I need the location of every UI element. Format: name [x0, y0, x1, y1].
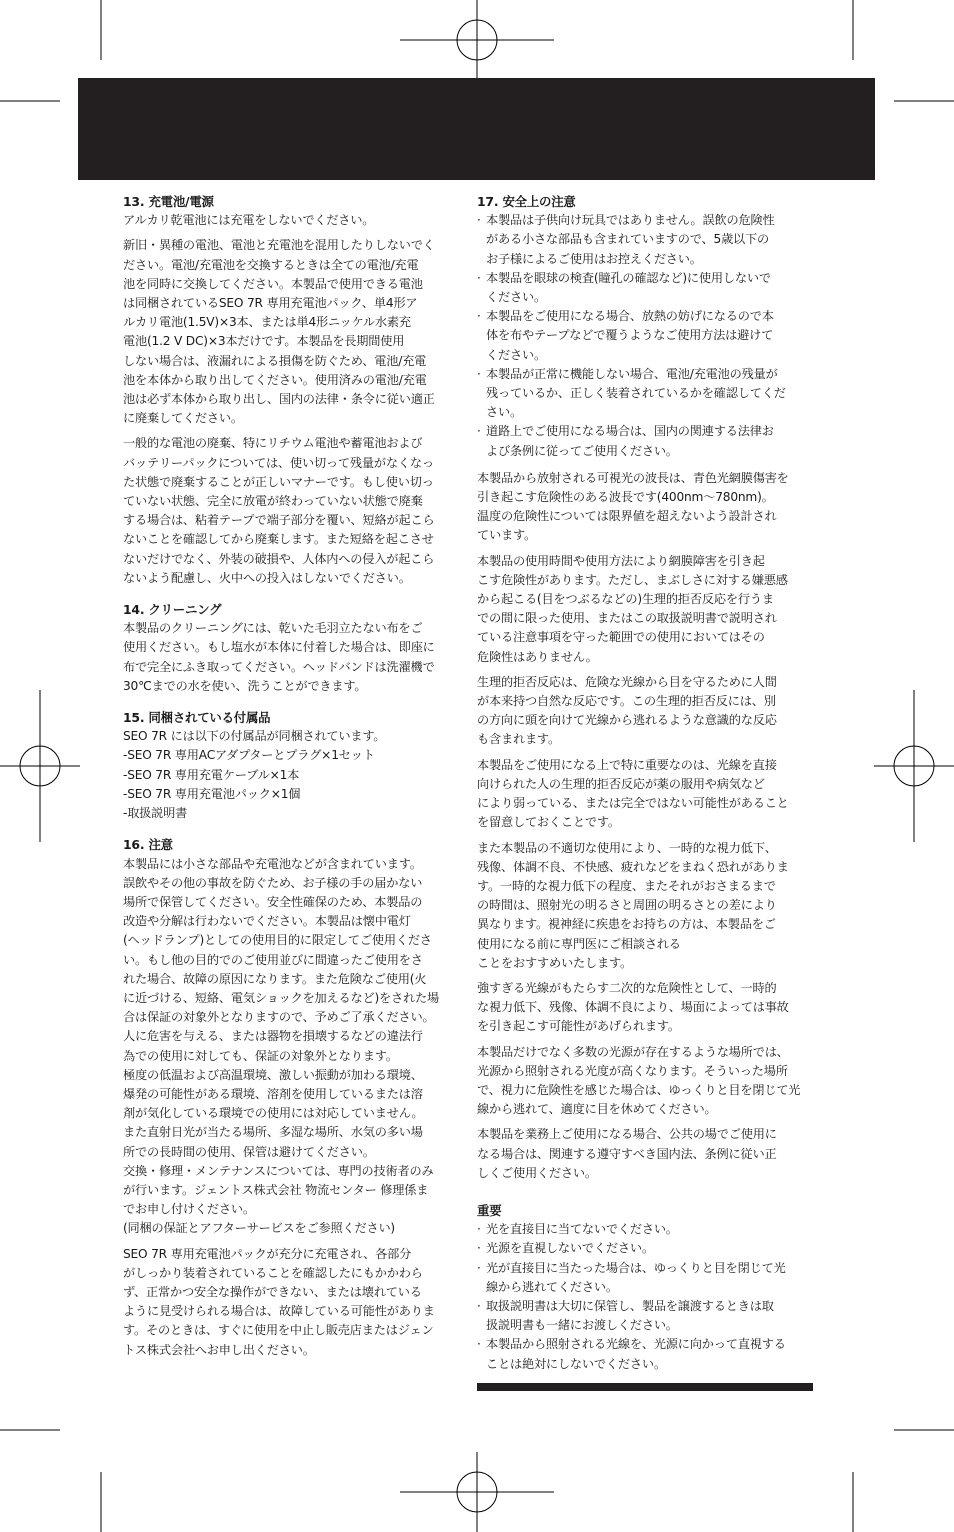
paragraph-line: 本製品をご使用になる上で特に重要なのは、光線を直接 [477, 757, 777, 772]
paragraph-line: ないだけでなく、外装の破損や、人体内への侵入が起こら [123, 551, 435, 566]
paragraph-line: 本製品から放射される可視光の波長は、青色光網膜傷害を [477, 470, 789, 485]
bullet-line: ください。 [486, 347, 546, 362]
paragraph [123, 619, 461, 696]
paragraph-line: なる場合は、関連する遵守すべき国内法、条例に従い正 [477, 1146, 777, 1161]
paragraph-line: 極度の低温および高温環境、激しい振動が加わる環境、 [123, 1067, 423, 1082]
bullet-line: · 光が直接目に当たった場合は、ゆっくりと目を閉じて光 [486, 1260, 786, 1275]
paragraph [477, 756, 815, 833]
paragraph-line: 使用になる前に専門医にご相談される [477, 936, 681, 951]
paragraph-line: 異なります。視神経に疾患をお持ちの方は、本製品をご [477, 917, 776, 932]
important-bullet-item [477, 1259, 815, 1297]
section-title: 15. 同梱されている付属品 [123, 710, 271, 726]
paragraph-line: -SEO 7R 専用ACアダプターとプラグ×1セット [123, 748, 375, 763]
important-title: 重要 [477, 1202, 502, 1218]
paragraph-line: 所での長時間の使用、保管は避けてください。 [123, 1144, 375, 1159]
paragraph-line: SEO 7R には以下の付属品が同梱されています。 [123, 729, 386, 744]
section-15 [123, 708, 461, 823]
paragraph-line: 温度の危険性については限界値を超えないよう設計され [477, 509, 777, 524]
section-17-paragraphs [477, 469, 815, 1183]
paragraph-line: 場所で保管してください。安全性確保のため、本製品の [123, 894, 423, 909]
paragraph-line: により弱っている、または完全ではない可能性があること [477, 796, 789, 811]
paragraph-line: 引き起こす危険性のある波長です(400nm〜780nm)。 [477, 490, 774, 505]
important-bullet-item [477, 1220, 815, 1239]
right-column [477, 192, 815, 1386]
paragraph [477, 1043, 815, 1120]
paragraph-line: れた場合、故障の原因になります。また危険なご使用(火 [123, 971, 427, 986]
paragraph-line: が本来持つ自然な反応です。この生理的拒否反には、別 [477, 694, 776, 709]
paragraph-line: 爆発の可能性がある環境、溶剤を使用しているまたは溶 [123, 1086, 423, 1101]
paragraph-line: アルカリ乾電池には充電をしないでください。 [123, 213, 375, 228]
paragraph-line: -取扱説明書 [123, 806, 188, 821]
section-13 [123, 192, 461, 588]
bullet-line: ください。 [486, 290, 546, 305]
paragraph-line: す。そのときは、すぐに使用を中止し販売店またはジェン [123, 1323, 434, 1338]
bullet-line: ことは絶対にしないでください。 [486, 1356, 666, 1371]
paragraph-line: -SEO 7R 専用充電ケーブル×1本 [123, 767, 300, 782]
important-bullet-item [477, 1335, 815, 1373]
paragraph-line: 一般的な電池の廃棄、特にリチウム電池や蓄電池および [123, 436, 423, 451]
paragraph-line: 合は保証の対象外となりますので、予めご了承ください。 [123, 1010, 435, 1025]
bullet-item [477, 365, 815, 423]
paragraph-line: 本製品には小さな部品や充電池などが含まれています。 [123, 856, 422, 871]
bullet-item [477, 211, 815, 269]
paragraph-line: 生理的拒否反応は、危険な光線から目を守るために人間 [477, 674, 777, 689]
section-title: 16. 注意 [123, 837, 173, 853]
bullet-line: · 本製品は子供向け玩具ではありません。誤飲の危険性 [486, 213, 775, 228]
footer-bar [477, 1383, 813, 1391]
paragraph-line: でお申し付けください。 [123, 1202, 255, 1217]
bullet-line: · 本製品を眼球の検査(瞳孔の確認など)に使用しないで [486, 270, 771, 285]
bullet-line: 扱説明書も一緒にお渡しください。 [486, 1318, 678, 1333]
paragraph-line: も含まれます。 [477, 732, 560, 747]
paragraph-line: す。一時的な視力低下の程度、またそれがおさまるまで [477, 878, 776, 893]
paragraph-line: しくご使用ください。 [477, 1165, 597, 1180]
paragraph-line: が行います。ジェントス株式会社 物流センター 修理係ま [123, 1182, 429, 1197]
paragraph-line: 線から逃れて、適度に目を休めてください。 [477, 1102, 717, 1117]
paragraph-line: (同梱の保証とアフターサービスをご参照ください) [123, 1221, 395, 1236]
bullet-line: · 取扱説明書は大切に保管し、製品を譲渡するときは取 [486, 1298, 774, 1313]
important-section [477, 1201, 815, 1374]
paragraph-line: 本製品だけでなく多数の光源が存在するような場所では、 [477, 1044, 789, 1059]
paragraph-line: 本製品のクリーニングには、乾いた毛羽立たない布をご [123, 621, 423, 636]
paragraph-line: の時間は、照射光の明るさと周囲の明るさとの差により [477, 898, 777, 913]
paragraph [477, 673, 815, 750]
bullet-line: · 道路上でご使用になる場合は、国内の関連する法律お [486, 424, 774, 439]
bullet-line: さい。 [486, 405, 522, 420]
paragraph-line: -SEO 7R 専用充電池パック×1個 [123, 786, 301, 801]
paragraph-line: た状態で廃棄することが正しいマナーです。もし使い切っ [123, 474, 434, 489]
bullet-line: · 本製品から照射される光線を、光源に向かって直視する [486, 1337, 786, 1352]
paragraph-line: 光源から照射される光度が高くなります。そういった場所 [477, 1063, 788, 1078]
paragraph [123, 1245, 461, 1360]
bullet-line: よび条例に従ってご使用ください。 [486, 443, 678, 458]
bullet-line: がある小さな部品も含まれていますので、5歳以下の [486, 232, 770, 247]
header-bar [78, 78, 875, 180]
paragraph-line: ださい。電池/充電池を交換するときは全ての電池/充電 [123, 257, 419, 272]
paragraph [477, 839, 815, 973]
section-16 [123, 835, 461, 1359]
paragraph [477, 469, 815, 546]
bullet-item [477, 269, 815, 307]
paragraph-line: 剤が気化している環境での使用には対応していません。 [123, 1106, 424, 1121]
paragraph-line: 改造や分解は行わないでください。本製品は懐中電灯 [123, 914, 411, 929]
paragraph-line: がしっかり装着されていることを確認したにもかかわら [123, 1265, 423, 1280]
paragraph-line: 布で完全にふき取ってください。ヘッドバンドは洗濯機で [123, 659, 435, 674]
important-bullets [477, 1220, 815, 1374]
bullet-item [477, 307, 815, 365]
paragraph-line: ルカリ電池(1.5V)×3本、または単4形ニッケル水素充 [123, 315, 411, 330]
paragraph-line: 新旧・異種の電池、電池と充電池を混用したりしないでく [123, 238, 435, 253]
paragraph-line: 使用ください。もし塩水が本体に付着した場合は、即座に [123, 640, 435, 655]
paragraph-line: ず、正常かつ安全な操作ができない、または壊れている [123, 1284, 422, 1299]
important-bullet-item [477, 1297, 815, 1335]
paragraph-line: する場合は、粘着テープで端子部分を覆い、短絡が起こら [123, 513, 435, 528]
paragraph-line: に廃棄してください。 [123, 411, 243, 426]
paragraph [477, 1125, 815, 1183]
paragraph-line: 本製品を業務上ご使用になる場合、公共の場でご使用に [477, 1127, 777, 1142]
bullet-line: 残っているか、正しく装着されているかを確認してくだ [486, 386, 786, 401]
paragraph-line: ています。 [477, 528, 536, 543]
paragraph-line: 30℃までの水を使い、洗うことができます。 [123, 678, 367, 693]
paragraph-line: トス株式会社へお申し出ください。 [123, 1342, 315, 1357]
bullet-line: · 本製品が正常に機能しない場合、電池/充電池の残量が [486, 366, 778, 381]
section-17-bullets [477, 211, 815, 461]
important-bullet-item [477, 1239, 815, 1258]
paragraph-line: 人に危害を与える、または器物を損壊するなどの違法行 [123, 1029, 423, 1044]
paragraph-line: ている注意事項を守った範囲での使用においてはその [477, 630, 765, 645]
paragraph-line: ことをおすすめいたします。 [477, 955, 632, 970]
paragraph [123, 855, 461, 1239]
paragraph-line: 強すぎる光線がもたらす二次的な危険性として、一時的 [477, 980, 777, 995]
paragraph-line: を留意しておくことです。 [477, 815, 620, 830]
paragraph-line: に近づける、短絡、電気ショックを加えるなど)をされた場 [123, 990, 439, 1005]
paragraph-line: 為での使用に対しても、保証の対象外となります。 [123, 1048, 398, 1063]
paragraph-line: 残像、体調不良、不快感、疲れなどをまねく恐れがありま [477, 859, 789, 874]
paragraph-line: また直射日光が当たる場所、多湿な場所、水気の多い場 [123, 1125, 423, 1140]
bullet-line: · 光を直接目に当てないでください。 [486, 1222, 678, 1237]
section-title: 13. 充電池/電源 [123, 194, 214, 209]
paragraph [123, 727, 461, 823]
paragraph-line: (ヘッドランプ)としての使用目的に限定してご使用くださ [123, 933, 432, 948]
paragraph [477, 979, 815, 1037]
paragraph [123, 211, 461, 230]
paragraph-line: ないよう配慮し、火中への投入はしないでください。 [123, 570, 411, 585]
paragraph-line: ないことを確認してから廃棄します。また短絡を起こさせ [123, 532, 434, 547]
paragraph-line: 池は必ず本体から取り出し、国内の法律・条令に従い適正 [123, 392, 435, 407]
section-title: 14. クリーニング [123, 602, 222, 618]
paragraph-line: い。もし他の目的でのご使用並びに間違ったご使用をさ [123, 952, 423, 967]
paragraph-line: 本製品の使用時間や使用方法により網膜障害を引き起 [477, 553, 765, 568]
paragraph-line: 電池(1.2 V DC)×3本だけです。本製品を長期間使用 [123, 334, 405, 349]
paragraph-line: 池を同時に交換してください。本製品で使用できる電池 [123, 276, 423, 291]
paragraph [477, 552, 815, 667]
paragraph-line: 池を本体から取り出してください。使用済みの電池/充電 [123, 372, 427, 387]
paragraph-line: 向けられた人の生理的拒否反応が薬の服用や病気など [477, 776, 765, 791]
paragraph [123, 434, 461, 588]
paragraph-line: での間に限った使用、またはこの取扱説明書で説明され [477, 611, 777, 626]
section-17 [477, 192, 815, 1183]
paragraph-line: は同梱されているSEO 7R 専用充電池パック、単4形ア [123, 296, 418, 311]
paragraph-line: しない場合は、液漏れによる損傷を防ぐため、電池/充電 [123, 353, 427, 368]
paragraph-line: また本製品の不適切な使用により、一時的な視力低下、 [477, 840, 777, 855]
paragraph-line: 交換・修理・メンテナンスについては、専門の技術者のみ [123, 1163, 434, 1178]
paragraph-line: で、視力に危険性を感じた場合は、ゆっくりと目を閉じて光 [477, 1082, 801, 1097]
paragraph-line: 誤飲やその他の事故を防ぐため、お子様の手の届かない [123, 875, 423, 890]
bullet-line: 線から逃れてください。 [486, 1279, 618, 1294]
bullet-line: 体を布やテープなどで覆うようなご使用方法は避けて [486, 328, 774, 343]
bullet-line: · 本製品をご使用になる場合、放熱の妨げになるので本 [486, 309, 774, 324]
bullet-line: お子様によるご使用はお控えください。 [486, 251, 702, 266]
section-14 [123, 600, 461, 696]
paragraph-line: こす危険性があります。ただし、まぶしさに対する嫌悪感 [477, 572, 788, 587]
paragraph-line: を引き起こす可能性があげられます。 [477, 1019, 680, 1034]
paragraph-line: ように見受けられる場合は、故障している可能性がありま [123, 1304, 435, 1319]
section-17-title: 17. 安全上の注意 [477, 194, 576, 209]
paragraph-line: バッテリーパックについては、使い切って残量がなくなっ [123, 455, 434, 470]
paragraph [123, 236, 461, 428]
bullet-item [477, 422, 815, 460]
paragraph-line: ていない状態、完全に放電が終わっていない状態で廃棄 [123, 494, 423, 509]
bullet-line: · 光源を直視しないでください。 [486, 1241, 654, 1256]
paragraph-line: SEO 7R 専用充電池パックが充分に充電され、各部分 [123, 1246, 412, 1261]
paragraph-line: から起こる(目をつぶるなどの)生理的拒否反応を行うま [477, 592, 774, 607]
paragraph-line: な視力低下、残像、体調不良により、場面によっては事故 [477, 1000, 789, 1015]
left-column [123, 192, 461, 1372]
paragraph-line: 危険性はありません。 [477, 649, 598, 664]
paragraph-line: の方向に頭を向けて光線から逃れるような意識的な反応 [477, 713, 777, 728]
